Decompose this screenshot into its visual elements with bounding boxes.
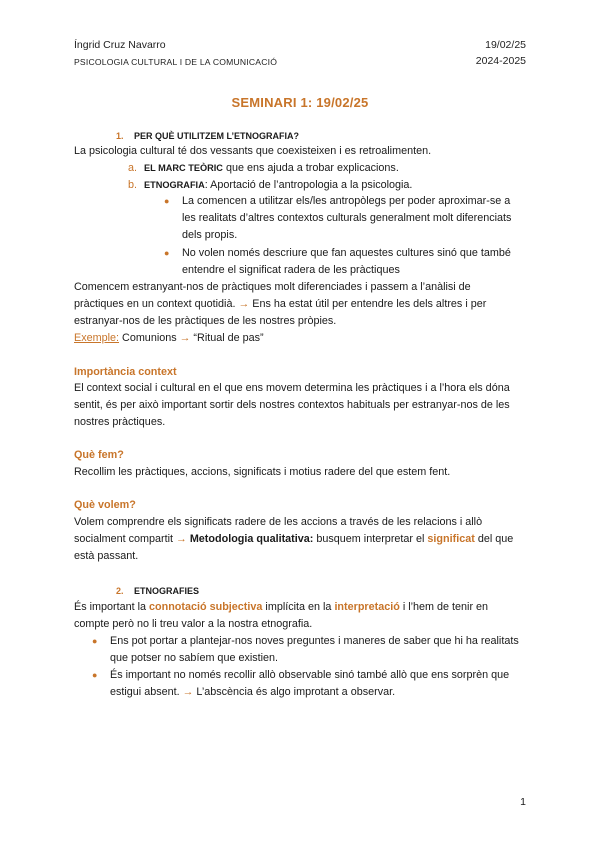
b-bullet-1-line-1: La comencen a utilitzar els/les antropòlegs per poder aproximar-se a [182, 195, 511, 207]
header-course: PSICOLOGIA CULTURAL I DE LA COMUNICACIÓ [74, 57, 278, 67]
example-label: Exemple: [74, 332, 120, 344]
section-1-number: 1. [116, 131, 124, 141]
s1-para-line-2 [74, 296, 534, 313]
que-volem-line-2 [74, 531, 534, 548]
section-2-title: ETNOGRAFIES [134, 586, 200, 596]
bullet-icon: ● [164, 196, 170, 206]
s2-line-1a: És important la [74, 601, 150, 613]
header-author: Íngrid Cruz Navarro [74, 39, 166, 51]
s1-para-line-3: estranyar-nos de les pràctiques de les nostres pròpies. [74, 315, 337, 327]
section-1-title: PER QUÈ UTILITZEM L’ETNOGRAFIA? [134, 131, 299, 141]
b-bullet-2-line-1: No volen només descriure que fan aquestes cultures sinó que també [182, 247, 511, 259]
item-b-letter: b. [128, 179, 138, 191]
header-year: 2024-2025 [475, 55, 526, 67]
s2-line-1 [74, 599, 534, 616]
s2-line-2: compte però no li treu valor a la nostra etnografia. [74, 618, 313, 630]
item-a-letter: a. [128, 162, 138, 174]
s1-para-line-2a: pràctiques en un context quotidià. [74, 298, 236, 310]
que-volem-line-2c: busquem interpretar el [313, 533, 428, 545]
importancia-line-1: El context social i cultural en el que ens movem determina les pràctiques i a l’hora els dóna [74, 382, 510, 394]
b-bullet-1-line-2: les realitats d’altres contextos culturals generalment molt diferenciats [182, 212, 512, 224]
s2-bullet-2-line-2c: L’abscència és algo improtant a observar. [193, 686, 396, 698]
s2-line-1e: i l’hem de tenir en [399, 601, 489, 613]
item-b-bold: ETNOGRAFIA [144, 180, 205, 190]
s2-bullet-1-line-2: que potser no sabíem que existien. [110, 652, 279, 664]
que-fem-heading: Què fem? [74, 449, 124, 461]
section-2-number: 2. [116, 586, 124, 596]
bullet-icon: ● [164, 248, 170, 258]
importancia-heading: Importància context [74, 366, 177, 378]
bullet-icon: ● [92, 670, 98, 680]
section-1-intro: La psicologia cultural té dos vessants que coexisteixen i es retroalimenten. [74, 145, 432, 157]
que-volem-line-2a: socialment compartit [74, 533, 177, 545]
arrow-icon: → [182, 686, 194, 698]
arrow-icon: → [238, 298, 250, 310]
s2-bullet-2-line-2 [110, 684, 395, 701]
section-2-heading [116, 583, 576, 600]
s2-bullet-1-line-1: Ens pot portar a plantejar-nos noves preguntes i maneres de saber que hi ha realitats [110, 635, 519, 647]
importancia-line-3: nostres pràctiques. [74, 416, 166, 428]
bullet-icon: ● [92, 636, 98, 646]
example-a: Comunions [119, 332, 180, 344]
s2-connotacio: connotació subjectiva [149, 601, 263, 613]
s2-bullet-2-line-1: És important no només recollir allò observable sinó també allò que ens sorprèn que [110, 669, 510, 681]
arrow-icon: → [179, 332, 191, 344]
arrow-icon: → [176, 533, 187, 545]
que-volem-bold: Metodologia qualitativa: [189, 533, 314, 545]
que-volem-heading: Què volem? [74, 499, 136, 511]
item-b [128, 177, 588, 194]
page-number: 1 [520, 796, 526, 808]
s2-bullet-2-line-2a: estigui absent. [110, 686, 183, 698]
que-fem-line: Recollim les pràctiques, accions, significats i motius radere del que estem fent. [74, 466, 451, 478]
b-bullet-1-line-3: dels propis. [182, 229, 238, 241]
item-a-text: que ens ajuda a trobar explicacions. [222, 162, 399, 174]
que-volem-line-3: està passant. [74, 550, 139, 562]
page-title: SEMINARI 1: 19/02/25 [231, 95, 369, 110]
s1-para-line-1: Comencem estranyant-nos de pràctiques molt diferenciades i passem a l’anàlisi de [74, 281, 471, 293]
item-b-text: : Aportació de l’antropologia a la psicologia. [204, 179, 413, 191]
example-line [74, 330, 534, 347]
b-bullet-2-line-2: entendre el significat radera de les pràctiques [182, 264, 400, 276]
que-volem-line-1: Volem comprendre els significats radere de les accions a través de les relacions i allò [74, 516, 483, 528]
s2-interpretacio: interpretació [334, 601, 400, 613]
s1-para-line-2b: Ens ha estat útil per entendre les dels altres i per [249, 298, 487, 310]
que-volem-significat: significat [427, 533, 475, 545]
s2-line-1c: implícita en la [262, 601, 335, 613]
importancia-line-2: sentit, és per això important sortir dels nostres contextos habituals per estranyar-nos de les [74, 399, 510, 411]
header-date: 19/02/25 [485, 39, 526, 51]
item-a-bold: EL MARC TEÒRIC [144, 163, 223, 173]
example-b: “Ritual de pas” [190, 332, 264, 344]
item-a [128, 160, 588, 177]
que-volem-line-2e: del que [474, 533, 514, 545]
